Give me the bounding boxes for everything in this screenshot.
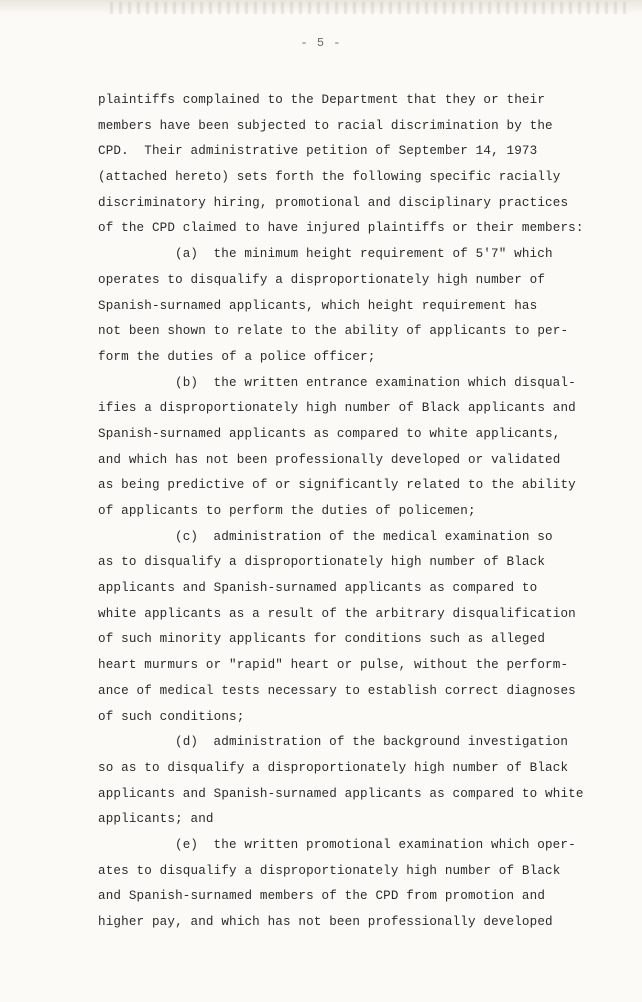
text-line: and which has not been professionally developed or validated bbox=[98, 452, 561, 467]
text-line: of such minority applicants for conditions such as alleged bbox=[98, 632, 546, 647]
text-line: operates to disqualify a disproportionately high number of bbox=[98, 272, 546, 287]
text-line: plaintiffs complained to the Department that they or their bbox=[98, 93, 546, 107]
text-line: applicants and Spanish-surnamed applicants as compared to bbox=[98, 581, 538, 596]
text-line: CPD. Their administrative petition of September 14, 1973 bbox=[98, 144, 538, 159]
text-line: discriminatory hiring, promotional and disciplinary practices bbox=[98, 195, 569, 210]
text-line: of such conditions; bbox=[98, 709, 245, 724]
scan-artifact bbox=[110, 2, 630, 14]
text-line: white applicants as a result of the arbitrary disqualification bbox=[98, 606, 576, 621]
text-line: form the duties of a police officer; bbox=[98, 349, 376, 364]
text-line: applicants and Spanish-surnamed applicants as compared to white bbox=[98, 786, 584, 801]
text-line: (c) administration of the medical examination so bbox=[175, 529, 553, 544]
text-line: of the CPD claimed to have injured plaintiffs or their members: bbox=[98, 221, 584, 236]
body-text bbox=[98, 90, 598, 938]
text-line: heart murmurs or "rapid" heart or pulse, without the perform- bbox=[98, 658, 569, 673]
text-line: (d) administration of the background investigation bbox=[175, 735, 569, 750]
text-line: applicants; and bbox=[98, 812, 214, 827]
text-line: Spanish-surnamed applicants, which height requirement has bbox=[98, 298, 538, 313]
text-line: higher pay, and which has not been professionally developed bbox=[98, 915, 553, 929]
text-line: and Spanish-surnamed members of the CPD from promotion and bbox=[98, 889, 546, 904]
text-line: ates to disqualify a disproportionately high number of Black bbox=[98, 863, 561, 878]
text-line: of applicants to perform the duties of policemen; bbox=[98, 504, 476, 518]
text-line: (b) the written entrance examination which disqual- bbox=[175, 375, 576, 390]
text-line: as to disqualify a disproportionately high number of Black bbox=[98, 555, 546, 570]
text-line: (a) the minimum height requirement of 5'7" which bbox=[175, 247, 553, 262]
text-line: ifies a disproportionately high number of Black applicants and bbox=[98, 401, 576, 416]
page-number: - 5 - bbox=[300, 36, 342, 50]
text-line: so as to disqualify a disproportionately high number of Black bbox=[98, 760, 569, 775]
text-line: (attached hereto) sets forth the following specific racially bbox=[98, 170, 561, 185]
text-line: members have been subjected to racial discrimination by the bbox=[98, 118, 553, 133]
text-line: not been shown to relate to the ability of applicants to per- bbox=[98, 324, 569, 339]
text-line: Spanish-surnamed applicants as compared to white applicants, bbox=[98, 426, 561, 441]
text-line: (e) the written promotional examination which oper- bbox=[175, 837, 576, 852]
text-line: as being predictive of or significantly related to the ability bbox=[98, 478, 576, 493]
text-line: ance of medical tests necessary to establish correct diagnoses bbox=[98, 683, 576, 698]
